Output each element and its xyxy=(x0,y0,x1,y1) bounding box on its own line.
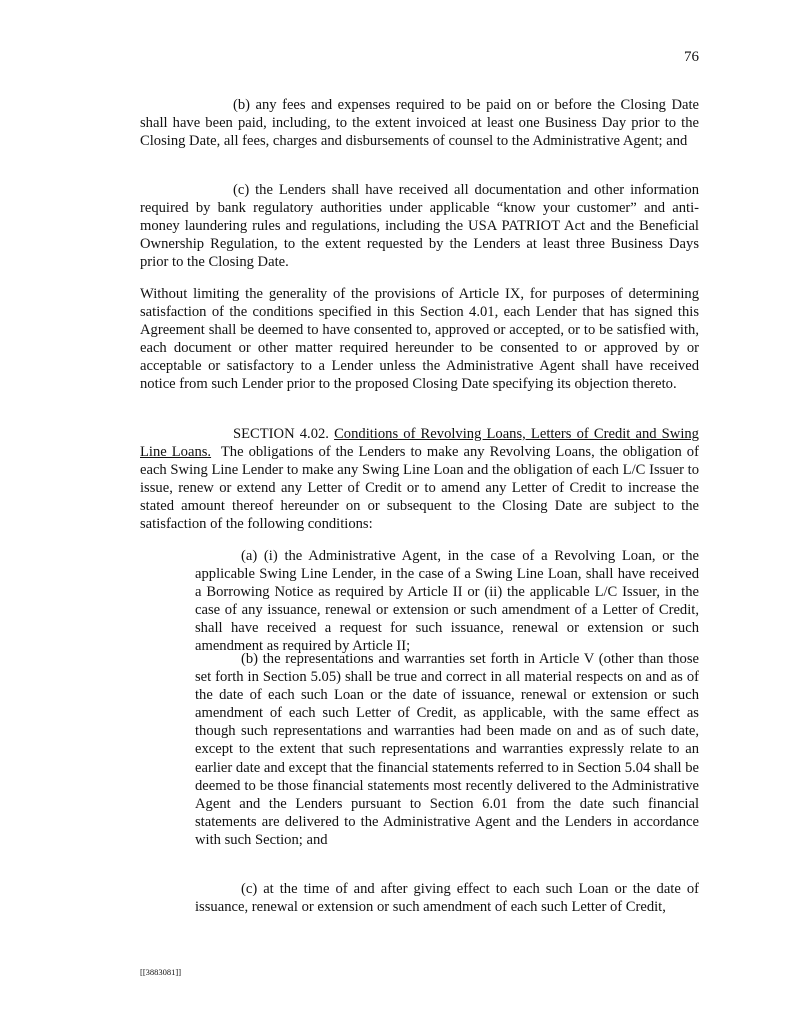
page-number: 76 xyxy=(684,49,699,65)
section-body: The obligations of the Lenders to make any Revolving Loans, the obligation of each Swing Line Lender to make any Swing Line Loan and the obligation of each L/C Issuer to issue, renew or extend any Letter of Credit or to amend any Letter of Credit to increase the stated amount thereof hereunder on or subsequent to the Closing Date are subject to the satisfaction of the following conditions: xyxy=(140,444,699,533)
section-number: SECTION 4.02. xyxy=(233,426,329,442)
document-id-footer: [[3883081]] xyxy=(140,967,182,977)
paragraph-b-fees: (b) any fees and expenses required to be paid on or before the Closing Date shall have been paid, including, to the extent invoiced at least one Business Day prior to the Closing Date, all fees, charges and disbursements of counsel to the Administrative Agent; and xyxy=(140,97,699,150)
section-4-02-paragraph xyxy=(140,425,699,534)
section-heading: Conditions of Revolving Loans, Letters of Credit and Swing Line Loans. xyxy=(140,426,699,461)
paragraph-without-limiting: Without limiting the generality of the provisions of Article IX, for purposes of determining satisfaction of the conditions specified in this Section 4.01, each Lender that has signed this Agreement shall be deemed to have consented to, approved or accepted, or to be satisfied with, each document or other matter required hereunder to be consented to or approved by or acceptable or satisfactory to a Lender unless the Administrative Agent shall have received notice from such Lender prior to the proposed Closing Date specifying its objection thereto. xyxy=(140,286,699,393)
condition-b: (b) the representations and warranties set forth in Article V (other than those set forth in Section 5.05) shall be true and correct in all material respects on and as of the date of each such Loan or the date of issuance, renewal or extension or such amendment of each such Letter of Credit, as applicable, with the same effect as though such representations and warranties had been made on and as of such date, except to the extent that such representations and warranties expressly relate to an earlier date and except that the financial statements referred to in Section 5.04 shall be deemed to be those financial statements most recently delivered to the Administrative Agent and the Lenders pursuant to Section 6.01 from the date such financial statements are delivered to the Administrative Agent and the Lenders in accordance with such Section; and xyxy=(195,651,699,848)
condition-a: (a) (i) the Administrative Agent, in the case of a Revolving Loan, or the applicable Swing Line Lender, in the case of a Swing Line Loan, shall have received a Borrowing Notice as required by Article II or (ii) the applicable L/C Issuer, in the case of any issuance, renewal or extension or such amendment of a Letter of Credit, shall have received a request for such issuance, renewal or extension or such amendment as required by Article II; xyxy=(195,548,699,655)
condition-c: (c) at the time of and after giving effect to each such Loan or the date of issuance, renewal or extension or such amendment of each such Letter of Credit, xyxy=(195,881,699,916)
paragraph-c-documentation: (c) the Lenders shall have received all documentation and other information required by bank regulatory authorities under applicable “know your customer” and anti-money laundering rules and regulations, including the USA PATRIOT Act and the Beneficial Ownership Regulation, to the extent requested by the Lenders at least three Business Days prior to the Closing Date. xyxy=(140,182,699,271)
